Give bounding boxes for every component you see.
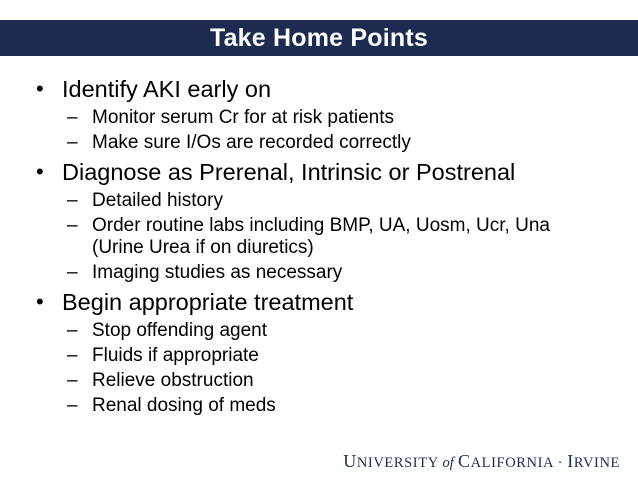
title-bar (0, 20, 638, 56)
bullet-item (0, 74, 638, 104)
sub-bullet-item (0, 215, 638, 259)
sub-bullet-text: Monitor serum Cr for at risk patients (92, 107, 394, 128)
dash-icon: – (67, 262, 78, 283)
bullet-icon: • (36, 76, 44, 101)
sub-bullet-item (0, 262, 638, 284)
sub-bullet-text: Imaging studies as necessary (92, 262, 343, 283)
sub-bullet-text: Order routine labs including BMP, UA, Uosm, Ucr, Una (Urine Urea if on diuretics) (92, 215, 550, 258)
sub-bullet-item (0, 370, 638, 392)
sub-bullet-item (0, 345, 638, 367)
sub-bullet-text: Relieve obstruction (92, 370, 254, 391)
bullet-item (0, 287, 638, 317)
dash-icon: – (67, 320, 78, 341)
dash-icon: – (67, 215, 78, 236)
sub-bullet-text: Fluids if appropriate (92, 345, 259, 366)
university-logo: UNIVERSITY of CALIFORNIA · IRVINE (343, 451, 620, 471)
dash-icon: – (67, 370, 78, 391)
bullet-text: Begin appropriate treatment (62, 289, 354, 315)
sub-bullet-text: Stop offending agent (92, 320, 268, 341)
dash-icon: – (67, 107, 78, 128)
sub-bullet-item (0, 395, 638, 417)
sub-bullet-text: Detailed history (92, 190, 223, 211)
bullet-item (0, 157, 638, 187)
dash-icon: – (67, 345, 78, 366)
sub-bullet-text: Make sure I/Os are recorded correctly (92, 132, 411, 153)
dash-icon: – (67, 132, 78, 153)
bullet-icon: • (36, 289, 44, 314)
dash-icon: – (67, 190, 78, 211)
bullet-text: Identify AKI early on (62, 76, 272, 102)
bullet-text: Diagnose as Prerenal, Intrinsic or Postrenal (62, 159, 516, 185)
sub-bullet-text: Renal dosing of meds (92, 395, 276, 416)
sub-bullet-item (0, 107, 638, 129)
bullet-list (0, 72, 638, 420)
bullet-icon: • (36, 159, 44, 184)
slide-title: Take Home Points (209, 23, 429, 52)
sub-bullet-item (0, 320, 638, 342)
sub-bullet-item (0, 190, 638, 212)
dash-icon: – (67, 395, 78, 416)
sub-bullet-item (0, 132, 638, 154)
